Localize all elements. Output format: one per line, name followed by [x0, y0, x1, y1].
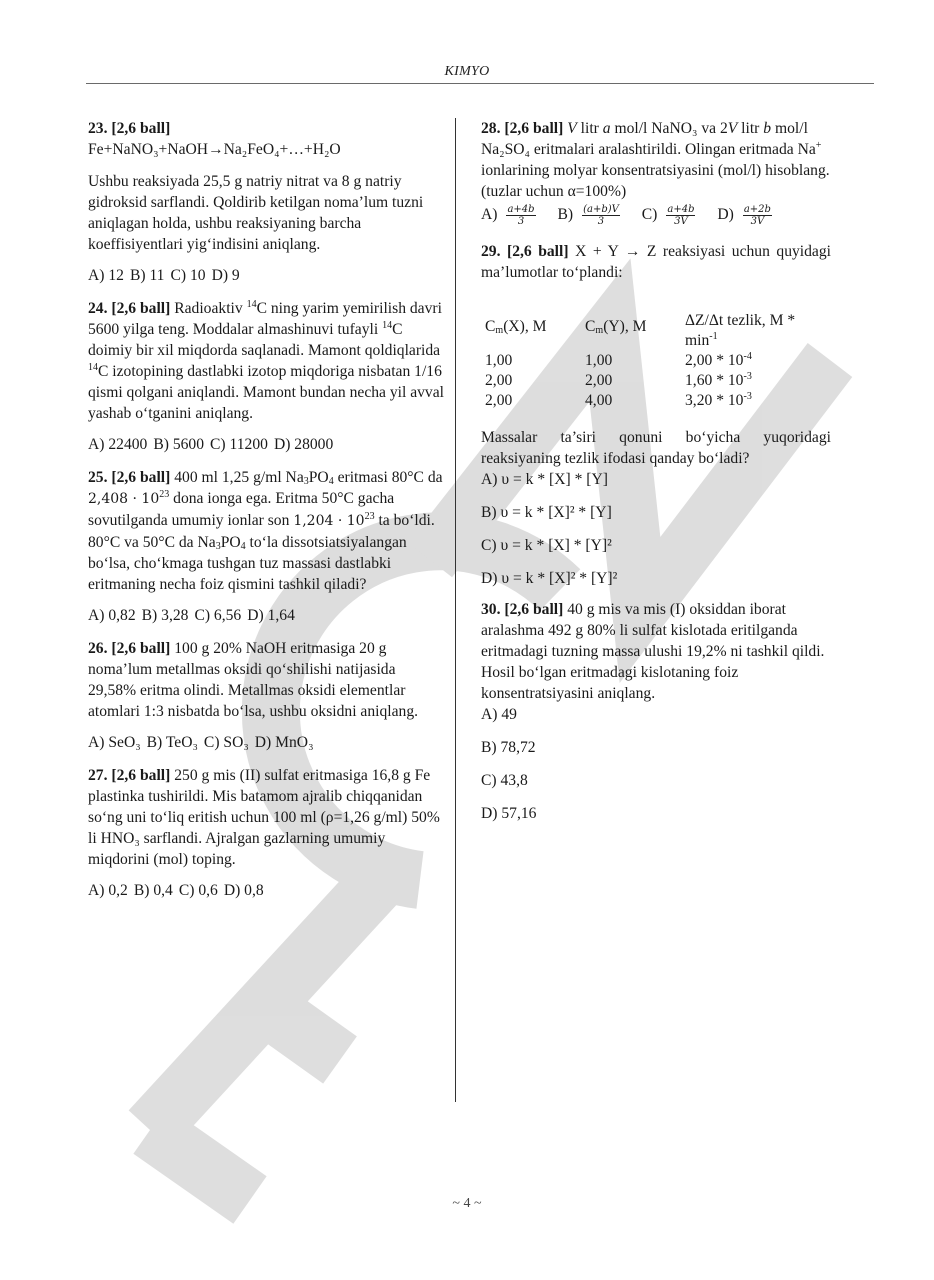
- option-b[interactable]: B) 5600: [153, 436, 205, 453]
- cell-cx: 2,00: [485, 392, 513, 409]
- question-prompt: Massalar ta’siri qonuni bo‘yicha yuqoridagi reaksiyaning tezlik ifodasi qanday bo‘ladi?: [481, 429, 831, 467]
- cell-cy: 4,00: [585, 392, 613, 409]
- cell-rate: [685, 351, 825, 371]
- text-fragment: eritmasi 80°C da: [333, 469, 443, 486]
- option-b[interactable]: B) TeO₃: [146, 734, 198, 751]
- column-divider: [455, 118, 456, 1102]
- question-25: [88, 467, 444, 595]
- option-c[interactable]: C) 0,6: [178, 882, 218, 899]
- header-rate: [685, 311, 825, 351]
- option-label: D): [717, 206, 734, 224]
- answer-options: [88, 265, 444, 286]
- question-text: [88, 765, 444, 870]
- numerator: a+2b: [743, 204, 771, 215]
- superscript: 23: [364, 511, 375, 522]
- question-points: [2,6 ball]: [504, 601, 564, 618]
- question-number: 25.: [88, 469, 108, 486]
- text-fragment: 250 g mis (II) sulfat eritmasiga 16,8 g Fe plastinka tushirildi. Mis batamom ajralib chiqqanidan so‘ng uni to‘liq eritish uchun 100 ml (ρ=1,26 g/ml) 50% li HNO₃ sarflandi. Ajralgan gazlarning umumiy miqdorini (mol) toping.: [88, 767, 440, 868]
- option-d[interactable]: D) 0,8: [223, 882, 264, 899]
- option-c[interactable]: [641, 204, 708, 227]
- header-subject: KIMYO: [444, 64, 490, 79]
- header-cx: $C_m(X)$, M: [485, 318, 547, 336]
- option-d[interactable]: D) MnO₃: [254, 734, 314, 751]
- text-fragment: mol/l NaNO₃ va 2: [610, 120, 728, 137]
- option-d[interactable]: D) 57,16: [481, 805, 537, 822]
- denominator: 3: [517, 216, 525, 227]
- text-fragment: ionlarining molyar konsentratsiyasini (mol/l) hisoblang. (tuzlar uchun α=100%): [481, 162, 830, 200]
- variable: V: [567, 120, 577, 137]
- option-a[interactable]: A) 12: [88, 267, 124, 284]
- header-cy: $C_m(Y)$, M: [585, 318, 647, 336]
- text-fragment: 400 ml 1,25 g/ml Na: [174, 469, 304, 486]
- option-b[interactable]: [557, 204, 631, 227]
- subscript: 3: [303, 476, 309, 487]
- option-d[interactable]: [717, 204, 784, 227]
- numerator: (a+b)V: [583, 204, 619, 215]
- answer-options: [88, 880, 444, 901]
- fraction: [582, 204, 626, 227]
- option-c[interactable]: C) 43,8: [481, 772, 528, 789]
- cell-cx: 2,00: [485, 372, 513, 389]
- math-expression: 1,204 · 10: [293, 513, 365, 529]
- cell-cy: 1,00: [585, 352, 613, 369]
- question-text: [481, 118, 831, 202]
- subscript: 3: [215, 541, 221, 552]
- page-number: ~ 4 ~: [452, 1196, 482, 1211]
- cell-cx: 1,00: [485, 352, 513, 369]
- superscript: 14: [382, 320, 393, 331]
- option-c[interactable]: C) SO₃: [203, 734, 249, 751]
- question-number: 30.: [481, 601, 501, 618]
- subscript: 4: [328, 476, 334, 487]
- table-row: [485, 351, 825, 371]
- question-points: [2,6 ball]: [507, 243, 569, 260]
- option-d[interactable]: D) 9: [211, 267, 240, 284]
- superscript: -4: [743, 351, 752, 362]
- option-b[interactable]: B) 11: [129, 267, 165, 284]
- question-points: [2,6 ball]: [111, 120, 171, 137]
- option-a[interactable]: A) 22400: [88, 436, 148, 453]
- option-c[interactable]: C) 6,56: [194, 607, 242, 624]
- rate-value: 3,20 * 10: [685, 392, 744, 409]
- denominator: 3: [597, 216, 605, 227]
- table-row: [485, 371, 825, 391]
- question-points: [2,6 ball]: [111, 469, 171, 486]
- option-a[interactable]: [481, 204, 548, 227]
- superscript: -3: [743, 391, 752, 402]
- option-c[interactable]: C) 10: [170, 267, 206, 284]
- question-text: [481, 241, 831, 283]
- question-number: 29.: [481, 243, 501, 260]
- numerator: a+4b: [507, 204, 535, 215]
- table-row: [485, 391, 825, 411]
- subscript: m: [495, 325, 504, 336]
- header-divider: [86, 83, 874, 84]
- superscript: -1: [709, 331, 718, 342]
- rate-value: 1,60 * 10: [685, 372, 744, 389]
- option-a[interactable]: A) 0,82: [88, 607, 136, 624]
- left-column: [88, 118, 444, 913]
- question-points: [2,6 ball]: [504, 120, 564, 137]
- question-points: [2,6 ball]: [111, 300, 171, 317]
- question-number: 26.: [88, 640, 108, 657]
- option-a[interactable]: A) 0,2: [88, 882, 128, 899]
- text-fragment: litr: [576, 120, 603, 137]
- text-fragment: C ning yarim yemirilish davri 5600 yilga teng. Moddalar almashinuvi tufayli: [88, 300, 442, 338]
- denominator: 3V: [674, 216, 688, 227]
- right-column: [481, 118, 831, 836]
- text-fragment: C doimiy bir xil miqdorda saqlanadi. Mamont qoldiqlarida: [88, 321, 441, 359]
- text-fragment: to‘la dissotsiatsiyalangan bo‘lsa, cho‘kmaga tushgan tuz massasi dastlabki eritmaning necha foiz qismini tashkil qiladi?: [88, 534, 407, 593]
- question-30: [481, 599, 831, 704]
- text-fragment: ta bo‘ldi. 80°C va 50°C da Na: [88, 512, 435, 551]
- variable: a: [602, 120, 611, 137]
- variable: V: [727, 120, 738, 137]
- question-text: [88, 638, 444, 722]
- question-equation: Fe+NaNO₃+NaOH→Na₂FeO₄+…+H₂O: [88, 141, 341, 158]
- math-expression: 2,408 · 10: [88, 491, 160, 507]
- answer-options: [88, 732, 444, 753]
- option-a[interactable]: A) SeO₃: [88, 734, 141, 751]
- text-fragment: mol/l Na₂SO₄ eritmalari aralashtirildi. Olingan eritmada Na: [481, 120, 816, 158]
- question-text: [88, 467, 444, 595]
- question-text: Ushbu reaksiyada 25,5 g natriy nitrat va 8 g natriy gidroksid sarflandi. Qoldirib ketilgan noma’lum tuzni aniqlagan holda, ushbu reaksiyaning barcha koeffisiyentlari yig‘indisini aniqlang.: [88, 173, 424, 253]
- text-fragment: PO: [308, 469, 329, 486]
- option-label: A): [481, 206, 498, 224]
- answer-options: [481, 204, 831, 227]
- superscript: 14: [88, 362, 98, 373]
- superscript: 14: [246, 299, 257, 310]
- question-29: [481, 241, 831, 283]
- question-points: [2,6 ball]: [111, 640, 171, 657]
- rate-value: 2,00 * 10: [685, 352, 744, 369]
- fraction: [506, 204, 541, 227]
- question-text: [481, 599, 831, 704]
- option-d[interactable]: D) 1,64: [247, 607, 295, 624]
- text-fragment: Radioaktiv: [174, 300, 247, 317]
- text-fragment: PO: [220, 534, 241, 551]
- kinetics-data-table: [485, 311, 825, 411]
- question-27: [88, 765, 444, 870]
- answer-options: [88, 605, 444, 626]
- superscript: -3: [743, 371, 752, 382]
- question-number: 24.: [88, 300, 108, 317]
- cell-rate: [685, 391, 825, 411]
- fraction: [743, 204, 778, 227]
- text-fragment: X + Y → Z reaksiyasi uchun quyidagi ma’lumotlar to‘plandi:: [481, 243, 831, 281]
- denominator: 3V: [750, 216, 765, 227]
- question-26: [88, 638, 444, 722]
- superscript: +: [815, 140, 822, 151]
- answer-options: [88, 434, 444, 455]
- subscript: 4: [240, 541, 246, 552]
- superscript: 23: [159, 489, 170, 500]
- option-c[interactable]: C) 11200: [210, 436, 268, 453]
- option-a[interactable]: A) υ = k * [X] * [Y]: [481, 471, 608, 488]
- question-number: 27.: [88, 767, 108, 784]
- variable: b: [763, 120, 772, 137]
- header-text: ΔZ/Δt tezlik, M * min: [685, 312, 796, 349]
- option-b[interactable]: B) υ = k * [X]² * [Y]: [481, 504, 612, 521]
- text-fragment: 40 g mis va mis (I) oksiddan iborat aralashma 492 g 80% li sulfat kislotada eritilganda eritmadagi tuzning massa ulushi 19,2% ni tashkil qildi. Hosil bo‘lgan eritmadagi kislotaning foiz konsentratsiyasini aniqlang.: [481, 601, 825, 702]
- option-label: C): [641, 206, 658, 224]
- text-fragment: 100 g 20% NaOH eritmasiga 20 g noma’lum metallmas oksidi qo‘shilishi natijasida 29,58% eritma olindi. Metallmas oksidi elementlar atomlari 1:3 nisbatda bo‘lsa, ushbu oksidni aniqlang.: [88, 640, 419, 720]
- question-24: [88, 298, 444, 424]
- option-d[interactable]: D) υ = k * [X]² * [Y]²: [481, 570, 618, 587]
- cell-cy: 2,00: [585, 372, 613, 389]
- option-b[interactable]: B) 3,28: [141, 607, 189, 624]
- text-fragment: litr: [737, 120, 764, 137]
- text-fragment: dona ionga ega. Eritma 50°C gacha sovutilganda umumiy ionlar son: [88, 490, 395, 529]
- option-a[interactable]: A) 49: [481, 706, 517, 723]
- option-d[interactable]: D) 28000: [273, 436, 334, 453]
- subscript: m: [595, 325, 604, 336]
- question-points: [2,6 ball]: [111, 767, 171, 784]
- option-c[interactable]: C) υ = k * [X] * [Y]²: [481, 537, 612, 554]
- option-label: B): [557, 206, 574, 224]
- question-number: 23.: [88, 120, 108, 137]
- question-23: [88, 118, 444, 255]
- table-header-row: [485, 311, 825, 351]
- text-fragment: C izotopining dastlabki izotop miqdoriga nisbatan 1/16 qismi qolgani aniqlandi. Mamont bundan necha yil avval yashab o‘tganini aniqlang.: [88, 363, 444, 422]
- numerator: a+4b: [667, 204, 695, 215]
- option-b[interactable]: B) 78,72: [481, 739, 536, 756]
- cell-rate: [685, 371, 825, 391]
- question-28: [481, 118, 831, 202]
- fraction: [666, 204, 701, 227]
- option-b[interactable]: B) 0,4: [133, 882, 173, 899]
- question-number: 28.: [481, 120, 501, 137]
- question-text: [88, 298, 444, 424]
